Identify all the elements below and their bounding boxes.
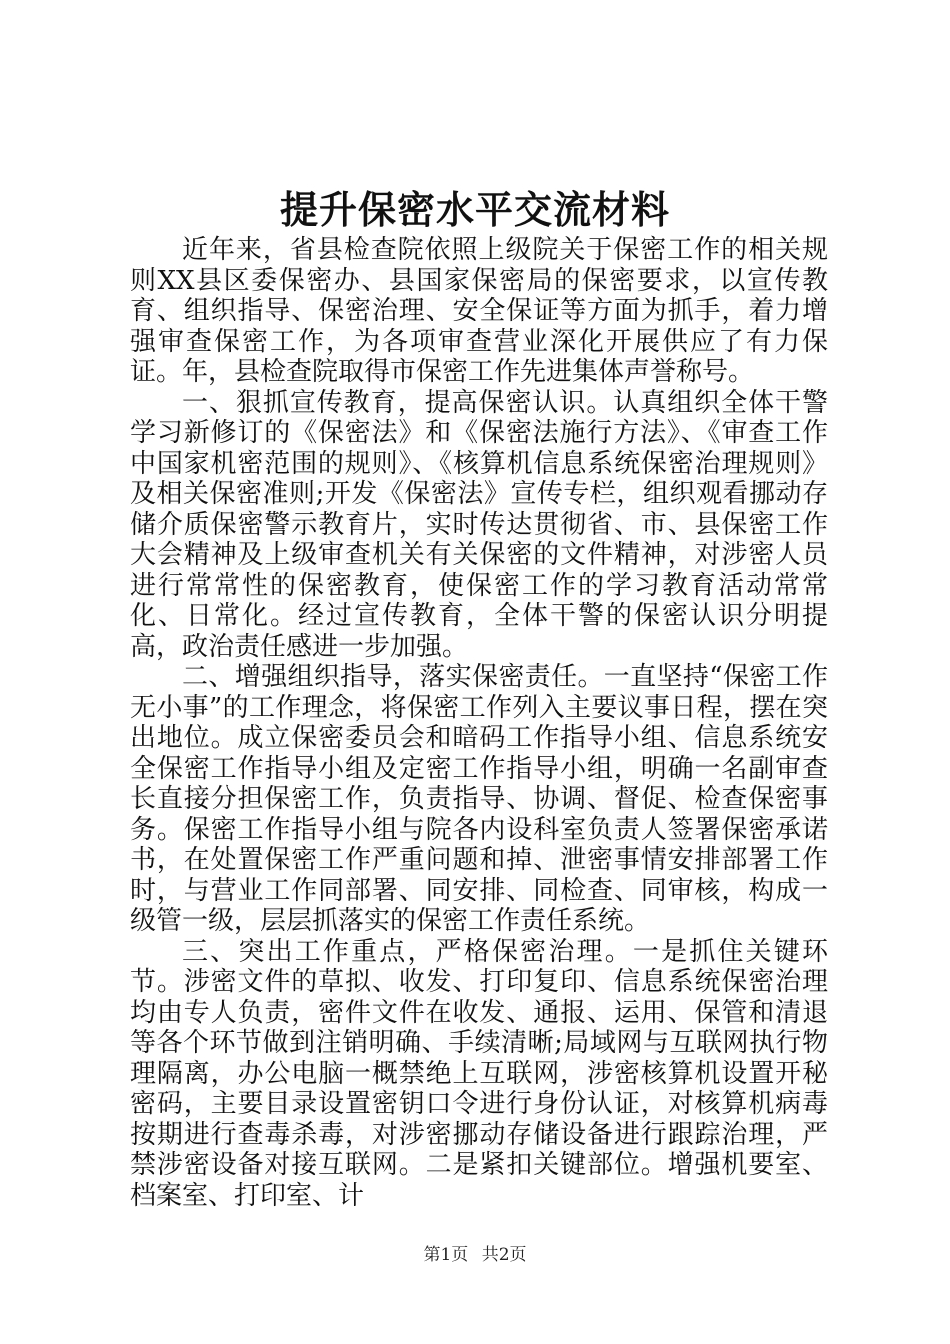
- document-body: [130, 235, 828, 1211]
- page-number: 第1页: [423, 1245, 469, 1265]
- paragraph-intro: 近年来，省县检查院依照上级院关于保密工作的相关规则XX县区委保密办、县国家保密局的保密要求，以宣传教育、组织指导、保密治理、安全保证等方面为抓手，着力增强审查保密工作，为各项审查营业深化开展供应了有力保证。年，县检查院取得市保密工作先进集体声誉称号。: [130, 235, 828, 387]
- paragraph-section-3: 三、突出工作重点，严格保密治理。一是抓住关键环节。涉密文件的草拟、收发、打印复印、信息系统保密治理均由专人负责，密件文件在收发、通报、运用、保管和清退等各个环节做到注销明确、手续清晰;局域网与互联网执行物理隔离，办公电脑一概禁绝上互联网，涉密核算机设置开秘密码，主要目录设置密钥口令进行身份认证，对核算机病毒按期进行查毒杀毒，对涉密挪动存储设备进行跟踪治理，严禁涉密设备对接互联网。二是紧扣关键部位。增强机要室、档案室、打印室、计: [130, 936, 828, 1211]
- page-footer: [0, 1244, 950, 1266]
- paragraph-section-1: 一、狠抓宣传教育，提高保密认识。认真组织全体干警学习新修订的《保密法》和《保密法施行方法》、《审查工作中国家机密范围的规则》、《核算机信息系统保密治理规则》及相关保密准则;开发《保密法》宣传专栏，组织观看挪动存储介质保密警示教育片，实时传达贯彻省、市、县保密工作大会精神及上级审查机关有关保密的文件精神，对涉密人员进行常常性的保密教育，使保密工作的学习教育活动常常化、日常化。经过宣传教育，全体干警的保密认识分明提高，政治责任感进一步加强。: [130, 387, 828, 662]
- page-total: 共2页: [481, 1245, 527, 1265]
- paragraph-section-2: 二、增强组织指导，落实保密责任。一直坚持“保密工作无小事”的工作理念，将保密工作列入主要议事日程，摆在突出地位。成立保密委员会和暗码工作指导小组、信息系统安全保密工作指导小组及定密工作指导小组，明确一名副审查长直接分担保密工作，负责指导、协调、督促、检查保密事务。保密工作指导小组与院各内设科室负责人签署保密承诺书，在处置保密工作严重问题和掉、泄密事情安排部署工作时，与营业工作同部署、同安排、同检查、同审核，构成一级管一级，层层抓落实的保密工作责任系统。: [130, 662, 828, 936]
- document-title: 提升保密水平交流材料: [279, 187, 670, 232]
